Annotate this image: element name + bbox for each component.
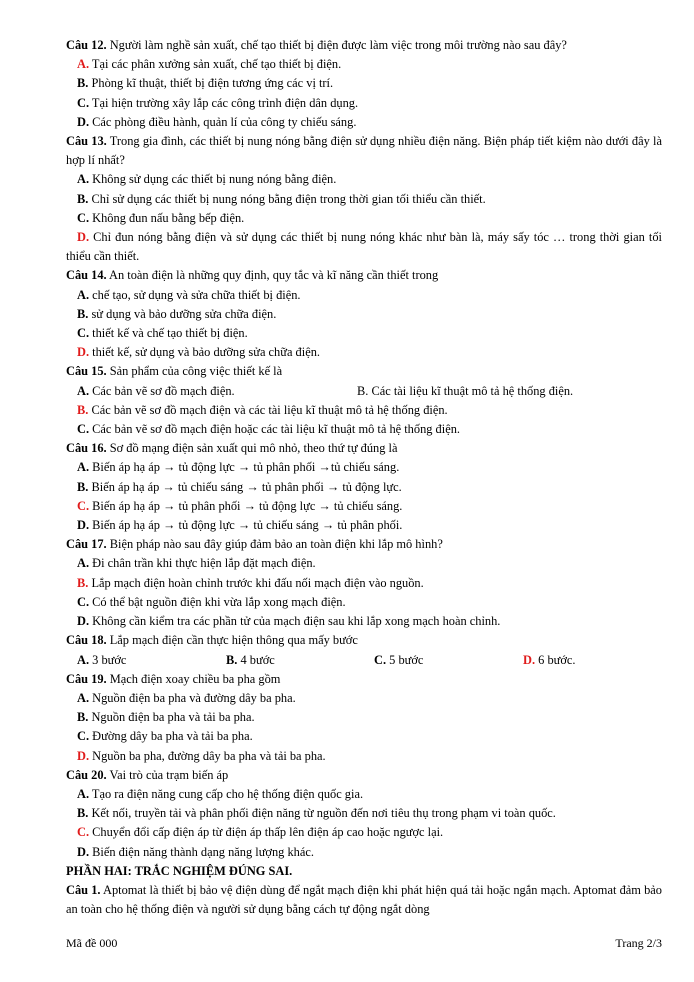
option-text: Tại các phân xưởng sản xuất, chế tạo thiết bị điện. — [91, 57, 342, 72]
option-text: Tại hiện trường xây lắp các công trình điện dân dụng. — [91, 95, 359, 110]
option-c — [66, 94, 662, 113]
question-14 — [66, 266, 662, 285]
option-b — [66, 574, 662, 593]
question-number: Câu 19. — [66, 671, 107, 686]
option-c — [66, 593, 662, 612]
options-row — [66, 382, 662, 401]
option-text: Không cần kiểm tra các phần tử của mạch điện sau khi lắp xong mạch hoàn chỉnh. — [92, 614, 501, 629]
option-a — [66, 785, 662, 804]
page-number: Trang 2/3 — [615, 936, 662, 950]
option-text: Biến áp hạ áp → tủ phân phối → tủ động lực → tủ chiếu sáng. — [92, 498, 403, 513]
option-letter: A. — [77, 57, 90, 72]
option-text: Biến áp hạ áp → tủ chiếu sáng → tủ phân phối → tủ động lực. — [91, 479, 402, 494]
option-b — [66, 478, 662, 497]
option-text: Các bản vẽ sơ đồ mạch điện. — [92, 383, 235, 398]
question-text: An toàn điện là những quy định, quy tắc và kĩ năng cần thiết trong — [109, 268, 439, 283]
question-text: Mạch điện xoay chiều ba pha gồm — [109, 671, 281, 686]
option-letter: C. — [77, 210, 90, 225]
option-letter: A. — [77, 172, 90, 187]
question-text: Người làm nghề sản xuất, chế tạo thiết bị điện được làm việc trong môi trường nào sau đây? — [109, 38, 567, 52]
question-number: Câu 13. — [66, 134, 107, 149]
question-number: Câu 1. — [66, 882, 101, 897]
option-c — [374, 651, 523, 670]
option-text: thiết kế, sử dụng và bảo dưỡng sửa chữa điện. — [92, 345, 320, 360]
question-18 — [66, 631, 662, 650]
question-text: Biện pháp nào sau đây giúp đảm bảo an toàn điện khi lắp mô hình? — [109, 537, 443, 552]
option-text: Chỉ đun nóng bằng điện và sử dụng các thiết bị nung nóng khác như bàn là, máy sấy tóc … trong thời gian tối thiểu cần thiết. — [66, 230, 662, 264]
options-row — [66, 651, 662, 670]
option-letter: B. — [77, 76, 89, 91]
part-two-heading: PHẦN HAI: TRẮC NGHIỆM ĐÚNG SAI. — [66, 863, 293, 878]
option-letter: C. — [77, 326, 90, 341]
option-letter: D. — [77, 230, 90, 245]
option-letter: B. — [77, 806, 89, 821]
option-d — [66, 516, 662, 535]
option-letter: B. — [357, 383, 369, 398]
part-two-question-1 — [66, 881, 662, 919]
option-a — [66, 689, 662, 708]
option-b — [226, 651, 374, 670]
option-letter: C. — [77, 729, 90, 744]
option-d — [66, 612, 662, 631]
option-letter: C. — [77, 95, 90, 110]
option-letter: B. — [77, 191, 89, 206]
option-c — [66, 324, 662, 343]
exam-page — [66, 36, 662, 919]
option-letter: C. — [77, 498, 90, 513]
question-number: Câu 14. — [66, 268, 107, 283]
option-text: Không đun nấu bằng bếp điện. — [92, 210, 245, 225]
option-d — [66, 747, 662, 766]
question-20 — [66, 766, 662, 785]
option-text: Biến điện năng thành dạng năng lượng khác. — [92, 844, 314, 859]
option-text: Nguồn điện ba pha và tải ba pha. — [91, 710, 255, 725]
option-text: Có thể bật nguồn điện khi vừa lắp xong mạch điện. — [92, 594, 346, 609]
option-a — [66, 554, 662, 573]
question-17 — [66, 535, 662, 554]
option-b — [66, 804, 662, 823]
option-c — [66, 823, 662, 842]
option-a — [77, 382, 357, 401]
option-b — [66, 708, 662, 727]
option-b — [66, 190, 662, 209]
option-a — [66, 458, 662, 477]
option-letter: A. — [77, 556, 90, 571]
option-d — [523, 651, 576, 670]
option-c — [66, 209, 662, 228]
option-d — [66, 343, 662, 362]
option-text: Đường dây ba pha và tải ba pha. — [92, 729, 253, 744]
option-text: 5 bước — [389, 652, 424, 667]
option-d — [66, 228, 662, 266]
question-number: Câu 12. — [66, 38, 107, 52]
option-letter: C. — [77, 825, 90, 840]
option-letter: A. — [77, 652, 90, 667]
exam-code: Mã đề 000 — [66, 936, 118, 950]
option-text: Biến áp hạ áp → tủ động lực → tủ phân phối →tủ chiếu sáng. — [92, 460, 400, 475]
option-b — [66, 74, 662, 93]
option-text: Các bản vẽ sơ đồ mạch điện hoặc các tài liệu kĩ thuật mô tả hệ thống điện. — [92, 422, 460, 437]
option-text: Chỉ sử dụng các thiết bị nung nóng bằng điện trong thời gian tối thiểu cần thiết. — [91, 191, 486, 206]
question-12 — [66, 36, 662, 55]
question-number: Câu 18. — [66, 633, 107, 648]
option-letter: C. — [77, 594, 90, 609]
option-letter: A. — [77, 460, 90, 475]
option-letter: B. — [77, 479, 89, 494]
option-a — [66, 286, 662, 305]
option-text: Tạo ra điện năng cung cấp cho hệ thống điện quốc gia. — [91, 786, 364, 801]
option-letter: B. — [226, 652, 238, 667]
option-b — [66, 305, 662, 324]
option-letter: A. — [77, 690, 90, 705]
question-text: Lắp mạch điện cần thực hiện thông qua mấy bước — [109, 633, 358, 648]
option-text: Lắp mạch điện hoàn chỉnh trước khi đấu nối mạch điện vào nguồn. — [91, 575, 424, 590]
option-text: 6 bước. — [538, 652, 576, 667]
question-text: Vai trò của trạm biến áp — [109, 767, 229, 782]
option-text: Các bản vẽ sơ đồ mạch điện và các tài liệu kĩ thuật mô tả hệ thống điện. — [91, 402, 448, 417]
option-b — [357, 382, 573, 401]
option-text: 4 bước — [240, 652, 275, 667]
option-a — [77, 651, 226, 670]
option-text: Kết nối, truyền tải và phân phối điện năng từ nguồn đến nơi tiêu thụ trong phạm vi toàn quốc. — [91, 806, 556, 821]
option-text: Nguồn ba pha, đường dây ba pha và tải ba pha. — [92, 748, 326, 763]
option-text: Các tài liệu kĩ thuật mô tả hệ thống điện. — [371, 383, 574, 398]
option-letter: A. — [77, 383, 90, 398]
option-letter: D. — [77, 614, 90, 629]
option-c — [66, 497, 662, 516]
question-16 — [66, 439, 662, 458]
page-footer — [66, 936, 662, 951]
question-text: Sơ đồ mạng điện sản xuất qui mô nhỏ, theo thứ tự đúng là — [109, 441, 398, 456]
option-letter: C. — [77, 422, 90, 437]
question-text: Sản phẩm của công việc thiết kế là — [109, 364, 283, 379]
option-letter: D. — [77, 345, 90, 360]
option-text: Đi chân trần khi thực hiện lắp đặt mạch điện. — [92, 556, 316, 571]
question-number: Câu 20. — [66, 767, 107, 782]
option-c — [66, 727, 662, 746]
option-text: Các phòng điều hành, quản lí của công ty chiếu sáng. — [92, 114, 357, 129]
option-letter: A. — [77, 287, 90, 302]
option-text: sử dụng và bảo dưỡng sửa chữa điện. — [91, 306, 277, 321]
question-19 — [66, 670, 662, 689]
question-number: Câu 15. — [66, 364, 107, 379]
question-text: Aptomat là thiết bị bảo vệ điện dùng để ngắt mạch điện khi phát hiện quá tải hoặc ngắn mạch. Aptomat đảm bảo an toàn cho hệ thống điện và người sử dụng bằng cách tự động ngắt dòng — [66, 882, 662, 917]
option-d — [66, 843, 662, 862]
option-letter: A. — [77, 786, 90, 801]
option-text: chế tạo, sử dụng và sửa chữa thiết bị điện. — [92, 287, 301, 302]
option-text: Không sử dụng các thiết bị nung nóng bằng điện. — [92, 172, 337, 187]
option-letter: D. — [523, 652, 536, 667]
option-text: Chuyển đổi cấp điện áp từ điện áp thấp lên điện áp cao hoặc ngược lại. — [92, 825, 444, 840]
option-letter: D. — [77, 518, 90, 533]
option-letter: C. — [374, 652, 387, 667]
option-a — [66, 170, 662, 189]
option-text: Phòng kĩ thuật, thiết bị điện tương ứng các vị trí. — [91, 76, 334, 91]
option-letter: B. — [77, 575, 89, 590]
question-13 — [66, 132, 662, 170]
option-c — [66, 420, 662, 439]
question-number: Câu 17. — [66, 537, 107, 552]
question-15 — [66, 362, 662, 381]
option-letter: B. — [77, 402, 89, 417]
option-text: Biến áp hạ áp → tủ động lực → tủ chiếu sáng → tủ phân phối. — [92, 518, 403, 533]
option-b-alt — [66, 401, 662, 420]
option-text: thiết kế và chế tạo thiết bị điện. — [92, 326, 248, 341]
option-text: 3 bước — [92, 652, 127, 667]
question-number: Câu 16. — [66, 441, 107, 456]
option-a — [66, 55, 662, 74]
option-d — [66, 113, 662, 132]
option-letter: D. — [77, 748, 90, 763]
option-letter: B. — [77, 306, 89, 321]
option-letter: B. — [77, 710, 89, 725]
option-letter: D. — [77, 114, 90, 129]
question-text: Trong gia đình, các thiết bị nung nóng bằng điện sử dụng nhiều điện năng. Biện pháp tiết kiệm nào dưới đây là hợp lí nhất? — [66, 134, 662, 168]
option-text: Nguồn điện ba pha và đường dây ba pha. — [92, 690, 296, 705]
option-letter: D. — [77, 844, 90, 859]
